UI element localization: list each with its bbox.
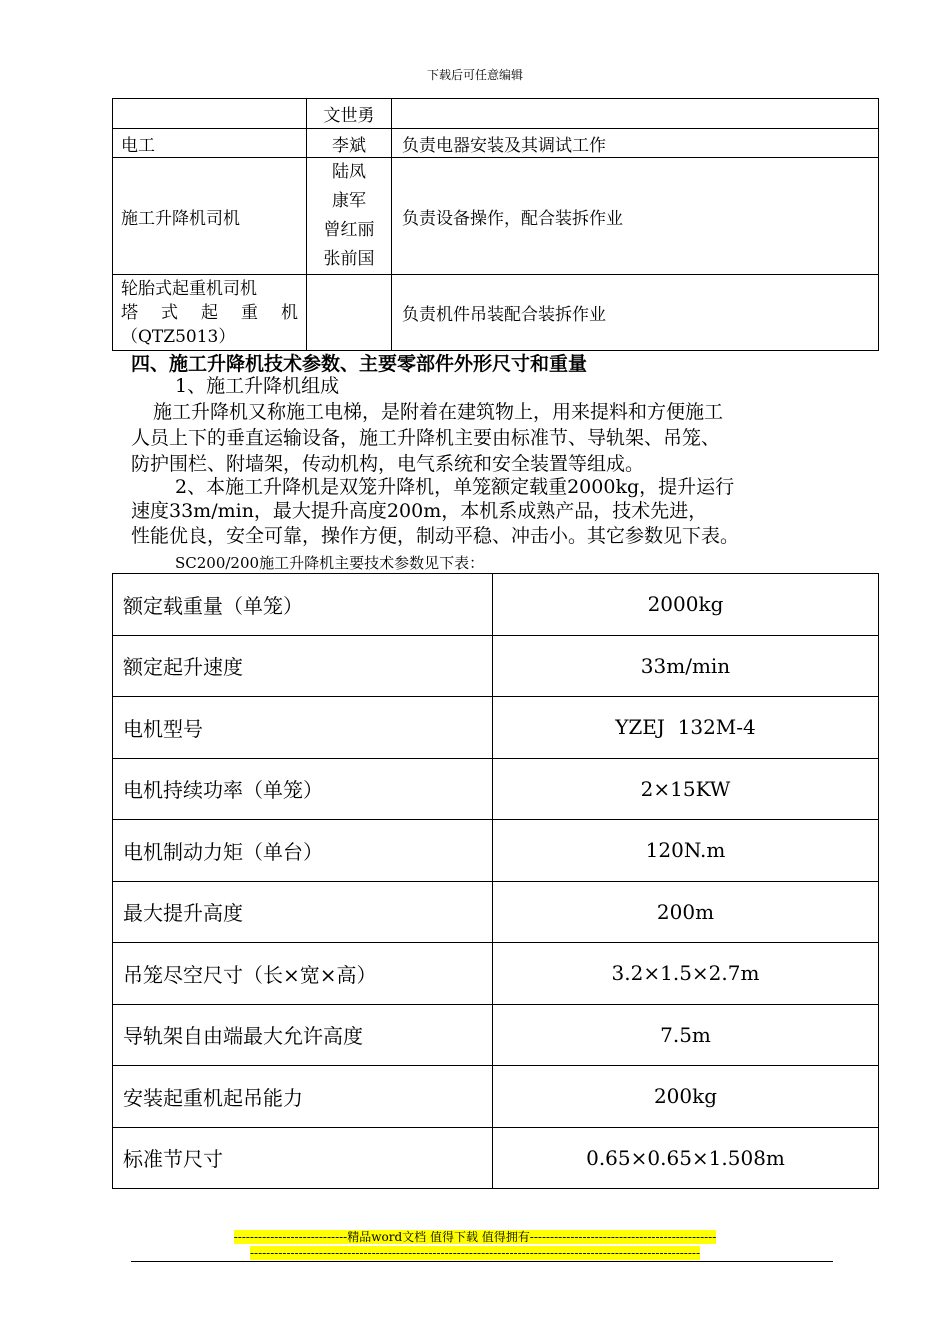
- role-cell: 施工升降机司机: [113, 158, 307, 275]
- param-name: 额定载重量（单笼）: [113, 574, 493, 636]
- names-cell: [307, 275, 392, 351]
- duty-cell: 负责机件吊装配合装拆作业: [392, 275, 879, 351]
- staff-table: [112, 98, 879, 351]
- paragraph-line: 速度33m/min，最大提升高度200m，本机系成熟产品，技术先进，: [131, 500, 708, 522]
- names-cell: [307, 158, 392, 275]
- param-name: 额定起升速度: [113, 635, 493, 697]
- param-name: 吊笼尽空尺寸（长×宽×高）: [113, 943, 493, 1005]
- table-row: [113, 758, 879, 820]
- paragraph-line: 施工升降机又称施工电梯，是附着在建筑物上，用来提料和方便施工: [153, 401, 724, 423]
- table-row: [113, 574, 879, 636]
- table-row: [113, 1066, 879, 1128]
- duty-cell: [392, 99, 879, 129]
- section-heading: 四、施工升降机技术参数、主要零部件外形尺寸和重量: [131, 353, 588, 375]
- paragraph-line: 防护围栏、附墙架，传动机构，电气系统和安全装置等组成。: [131, 453, 645, 475]
- param-value: YZEJ 132M-4: [493, 697, 879, 759]
- duty-cell: 负责设备操作，配合装拆作业: [392, 158, 879, 275]
- role-cell: [113, 99, 307, 129]
- param-name: 电机型号: [113, 697, 493, 759]
- staff-name: 曾红丽: [323, 220, 375, 240]
- table-row: [113, 275, 879, 351]
- paragraph-line: 人员上下的垂直运输设备，施工升降机主要由标准节、导轨架、吊笼、: [131, 427, 721, 449]
- footer-banner: [0, 1245, 950, 1261]
- table-row: [113, 943, 879, 1005]
- param-name: 电机持续功率（单笼）: [113, 758, 493, 820]
- param-name: 最大提升高度: [113, 881, 493, 943]
- param-value: 7.5m: [493, 1004, 879, 1066]
- param-value: 120N.m: [493, 820, 879, 882]
- staff-name: 陆凤: [332, 162, 366, 182]
- staff-name: 康军: [332, 191, 366, 211]
- param-name: 导轨架自由端最大允许高度: [113, 1004, 493, 1066]
- footer-banner: [0, 1229, 950, 1245]
- role-line: （QTZ5013）: [121, 326, 236, 347]
- duty-cell: 负责电器安装及其调试工作: [392, 129, 879, 158]
- table-row: [113, 1127, 879, 1189]
- names-cell: [307, 99, 392, 129]
- param-value: 3.2×1.5×2.7m: [493, 943, 879, 1005]
- table-row: [113, 820, 879, 882]
- table-row: [113, 158, 879, 275]
- table-row: [113, 129, 879, 158]
- param-value: 200m: [493, 881, 879, 943]
- table-row: [113, 697, 879, 759]
- paragraph-line: 2、本施工升降机是双笼升降机，单笼额定载重2000kg，提升运行: [175, 476, 735, 498]
- param-name: 安装起重机起吊能力: [113, 1066, 493, 1128]
- role-line: 塔 式 起 重 机: [121, 302, 298, 323]
- role-cell: 电工: [113, 129, 307, 158]
- table-row: [113, 99, 879, 129]
- table-row: [113, 881, 879, 943]
- names-cell: [307, 129, 392, 158]
- table-row: [113, 635, 879, 697]
- paragraph-line: 性能优良，安全可靠，操作方便，制动平稳、冲击小。其它参数见下表。: [131, 525, 740, 547]
- param-value: 2000kg: [493, 574, 879, 636]
- paragraph-line: 1、施工升降机组成: [175, 375, 340, 397]
- param-value: 200kg: [493, 1066, 879, 1128]
- staff-name: 张前国: [323, 249, 375, 269]
- param-value: 2×15KW: [493, 758, 879, 820]
- param-table: [112, 573, 879, 1189]
- footer-banner-line: ----------------------------精品word文档 值得下载 值得拥有----------------------------------------------: [233, 1230, 717, 1244]
- param-name: 电机制动力矩（单台）: [113, 820, 493, 882]
- footer-banner-line: ---------------------------------------------------------------------------------------------------------------: [249, 1246, 701, 1260]
- header-note: 下载后可任意编辑: [426, 68, 523, 82]
- table-caption: SC200/200施工升降机主要技术参数见下表：: [175, 554, 485, 572]
- footer-rule: [131, 1261, 833, 1262]
- param-value: 33m/min: [493, 635, 879, 697]
- role-cell: [113, 275, 307, 351]
- role-line: 轮胎式起重机司机: [121, 278, 257, 299]
- staff-name: 李斌: [332, 135, 366, 156]
- table-row: [113, 1004, 879, 1066]
- param-name: 标准节尺寸: [113, 1127, 493, 1189]
- staff-name: 文世勇: [323, 106, 375, 126]
- param-value: 0.65×0.65×1.508m: [493, 1127, 879, 1189]
